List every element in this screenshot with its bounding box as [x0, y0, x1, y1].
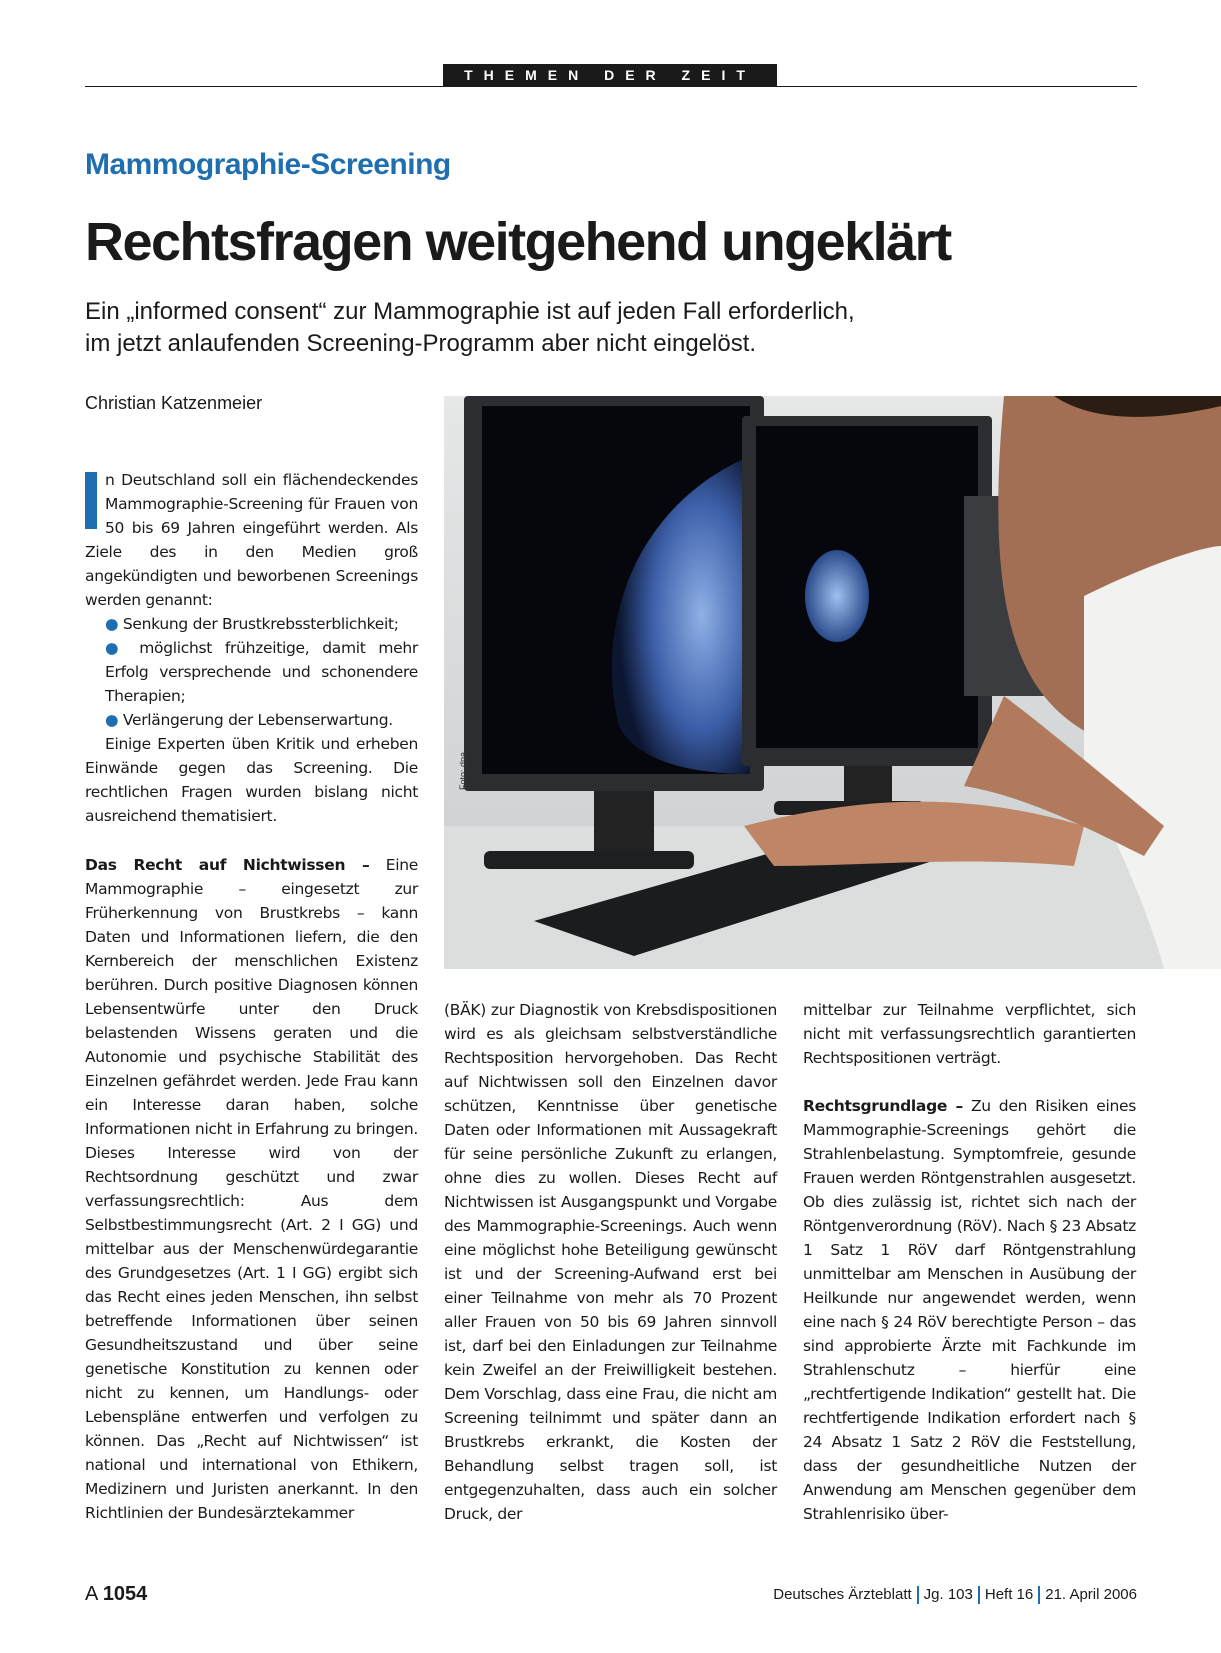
journal-date: 21. April 2006: [1045, 1586, 1137, 1603]
body-paragraph: Zu den Risiken eines Mammographie-Screenings gehört die Strahlenbelastung. Symptomfreie, gesunde Frauen werden Röntgenstrahlen ausgesetzt. Ob dies zulässig ist, richtet sich nach der Röntgenverordnung (RöV). Nach § 23 Absatz 1 Satz 1 RöV darf Röntgenstrahlung unmittelbar am Menschen in Ausübung der Heilkunde nur angewendet werden, wenn eine nach § 24 RöV berechtigte Person – das sind approbierte Ärzte mit Fachkunde im Strahlenschutz – hierfür eine „rechtfertigende Indikation“ gestellt hat. Die rechtfertigende Indikation erfordert nach § 24 Absatz 1 Satz 2 RöV die Feststellung, dass der gesundheitliche Nutzen der Anwendung am Menschen gegenüber dem Strahlenrisiko über-: [803, 1097, 1136, 1523]
separator: [1038, 1586, 1040, 1604]
photo-mammography-workstation: [444, 396, 1221, 969]
intro-closing-paragraph: Einige Experten üben Kritik und erheben Einwände gegen das Screening. Die rechtlichen Fragen wurden bislang nicht ausreichend thematisiert.: [85, 735, 418, 825]
column-1-body: [85, 853, 418, 1525]
photo-credit: Foto: dpa: [458, 751, 468, 790]
section-label: THEMEN DER ZEIT: [443, 64, 777, 86]
body-paragraph: mittelbar zur Teilnahme verpflichtet, sich nicht mit verfassungsrechtlich garantierten Rechtspositionen verträgt.: [803, 1001, 1136, 1067]
drop-cap-bar: [85, 472, 97, 529]
article-photo: [444, 396, 1221, 969]
lede-line-2: im jetzt anlaufenden Screening-Programm aber nicht eingelöst.: [85, 330, 757, 357]
bullet-icon: ●: [105, 711, 119, 729]
separator: [917, 1586, 919, 1604]
article-kicker: Mammographie-Screening: [85, 148, 451, 181]
bullet-icon: ●: [105, 639, 127, 657]
bullet-item-3: Verlängerung der Lebenserwartung.: [122, 711, 393, 729]
subheading-rechtsgrundlage: Rechtsgrundlage –: [803, 1097, 963, 1115]
column-2: [444, 998, 777, 1526]
page-number: [85, 1583, 147, 1606]
subheading-recht-auf-nichtwissen: Das Recht auf Nichtwissen –: [85, 856, 370, 874]
intro-paragraph: n Deutschland soll ein flächendeckendes Mammographie-Screening für Frauen von 50 bis 69 Jahren eingeführt werden. Als Ziele des in den Medien groß angekündigten und beworbenen Screenings werden genannt:: [85, 471, 418, 609]
journal-issue: Heft 16: [984, 1586, 1034, 1603]
column-3: [803, 998, 1136, 1526]
body-paragraph: (BÄK) zur Diagnostik von Krebsdispositionen wird es als gleichsam selbstverständliche Rechtsposition hervorgehoben. Das Recht auf Nichtwissen soll den Einzelnen davor schützen, Kenntnisse über genetische Daten oder Informationen mit Aussagekraft für seine persönliche Zukunft zu erlangen, ohne dies zu wollen. Dieses Recht auf Nichtwissen ist Ausgangspunkt und Vorgabe des Mammographie-Screenings. Auch wenn eine möglichst hohe Beteiligung gewünscht ist und der Screening-Aufwand erst bei einer Teilnahme von mehr als 70 Prozent aller Frauen von 50 bis 69 Jahren sinnvoll ist, darf bei den Einladungen zur Teilnahme kein Zweifel an der Freiwilligkeit bestehen. Dem Vorschlag, dass eine Frau, die nicht am Screening teilnimmt und später dann an Brustkrebs erkrankt, die Kosten der Behandlung selbst tragen soll, ist entgegenzuhalten, dass auch ein solcher Druck, der: [444, 1001, 777, 1523]
article-lede: [85, 296, 985, 360]
page-number-value: 1054: [102, 1583, 148, 1605]
bullet-item-1: Senkung der Brustkrebssterblichkeit;: [122, 615, 399, 633]
header-rule: [85, 86, 1137, 87]
body-paragraph: Eine Mammographie – eingesetzt zur Früherkennung von Brustkrebs – kann Daten und Informationen liefern, die den Kernbereich der menschlichen Existenz berühren. Durch positive Diagnosen können Lebensentwürfe unter den Druck belastenden Wissens geraten und die Autonomie und psychische Stabilität des Einzelnen gefährdet werden. Jede Frau kann ein Interesse daran haben, solche Informationen nicht in Erfahrung zu bringen. Dieses Interesse wird von der Rechtsordnung geschützt und zwar verfassungsrechtlich: Aus dem Selbstbestimmungsrecht (Art. 2 I GG) und mittelbar aus der Menschenwürdegarantie des Grundgesetzes (Art. 1 I GG) ergibt sich das Recht eines jeden Menschen, ihn selbst betreffende Informationen über seinen Gesundheitszustand und über seine genetische Konstitution zu kennen oder nicht zu kennen, um Handlungs- oder Lebenspläne entwerfen und verfolgen zu können. Das „Recht auf Nichtwissen“ ist national und international von Ethikern, Medizinern und Juristen anerkannt. In den Richtlinien der Bundesärztekammer: [85, 856, 418, 1522]
lede-line-1: Ein „informed consent“ zur Mammographie ist auf jeden Fall erforderlich,: [85, 298, 855, 325]
column-1-intro: [85, 468, 418, 828]
bullet-item-2: möglichst frühzeitige, damit mehr Erfolg versprechende und schonendere Therapien;: [105, 639, 418, 705]
page-prefix: A: [85, 1583, 98, 1605]
article-title: Rechtsfragen weitgehend ungeklärt: [85, 212, 951, 272]
bullet-icon: ●: [105, 615, 119, 633]
journal-volume: Jg. 103: [923, 1586, 973, 1603]
journal-info: [773, 1586, 1137, 1604]
separator: [978, 1586, 980, 1604]
article-author: Christian Katzenmeier: [85, 393, 263, 413]
journal-name: Deutsches Ärzteblatt: [773, 1586, 912, 1603]
